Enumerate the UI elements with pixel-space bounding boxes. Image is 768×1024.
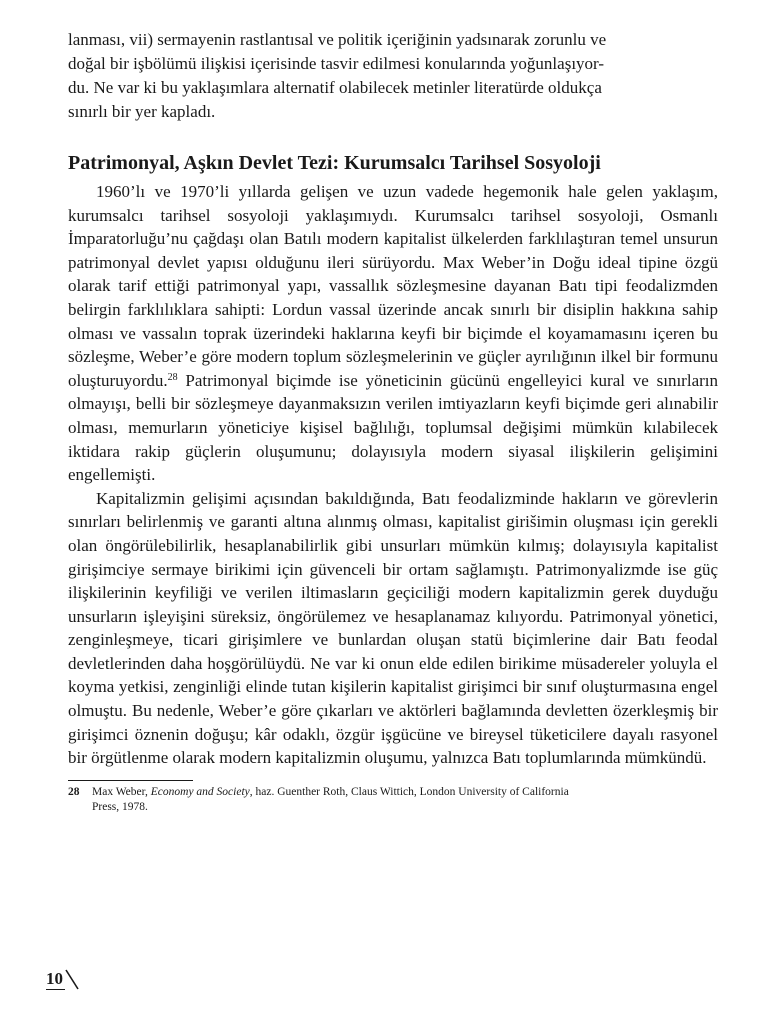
paragraph-text: Patrimonyal biçimde ise yöneticinin gücünü engelleyici kural ve sınırların olmayışı, belli bir sözleşmeye dayanmaksızın verilen imtiyazların keyfi biçimde geri alınabilir olması, memurların yöneticiye kişisel bağlılığı, toplumsal değişimi mümkün kılabilecek iktidara rakip güçlerin oluşumunu; dolayısıyla modern siyasal ilişkilerin gelişimini engellemişti.: [68, 370, 718, 485]
footnote: [68, 785, 718, 815]
intro-line: du. Ne var ki bu yaklaşımlara alternatif olabilecek metinler literatürde oldukça: [68, 78, 602, 97]
paragraph-text: 1960’lı ve 1970’li yıllarda gelişen ve uzun vadede hegemonik hale gelen yaklaşım, kurumsalcı tarihsel sosyoloji yaklaşımıydı. Kurumsalcı tarihsel sosyoloji, Osmanlı İmparatorluğu’nu çağdaşı olan Batılı modern kapitalist ülkelerden farklılaştıran temel unsurun patrimonyal devlet yapısı olduğunu ileri sürüyordu. Max Weber’in Doğu ideal tipine özgü olarak tarif ettiği patrimonyal yapı, vassallık sözleşmesine dayanan Batı tipi feodalizmden belirgin farklılıklara sahipti: Lordun vassal üzerinde ancak sınırlı bir disiplin hakkına sahip olması ve vassalın toprak üzerindeki haklarına keyfi bir biçimde el koyamamasını içeren bu sözleşme, Weber’e göre modern toplum sözleşmelerinin ve güçler ayrılığının ilkel bir formunu oluşturuyordu.: [68, 182, 718, 390]
page-corner-ornament: [65, 968, 79, 990]
page-number-text: 10: [46, 969, 63, 988]
footnote-author: Max Weber,: [92, 785, 148, 798]
page-body: [68, 28, 718, 815]
intro-line: sınırlı bir yer kapladı.: [68, 102, 216, 121]
body-paragraph-2: Kapitalizmin gelişimi açısından bakıldığında, Batı feodalizminde hakların ve görevlerin sınırları belirlenmiş ve garanti altına alınmış olması, kapitalist girišimin oluşması için gerekli olan öngörülebilirlik, hesaplanabilirlik gibi unsurları mümkün kılmış; dolayısıyla kapitalist girişimciye sermaye birikimi için güvenceli bir ortam sağlamıştı. Patrimonyalizmde ise güç ilişkilerinin keyfiliği ve verilen iltimasların geçiciliği modern kapitalizmin gerek duyduğu unsurların işleyişini süreksiz, öngörülemez ve hesaplanamaz kılıyordu. Patrimonyal yönetici, zenginleşmeye, ticari girişimlere ve bunlardan oluşan statü biçimlerine dair Batı feodal devletlerinden daha hoşgörülüydü. Ne var ki onun elde edilen birikime müsadereler yoluyla el koyma yetkisi, zenginliği elinde tutan kişilerin kapitalist girişimci bir sınıf oluşturmasına engel olmuştu. Bu nedenle, Weber’e göre çıkarları ve aktörleri bağlamında devletten özerkleşmiş bir girişimci öznenin doğuşu; kâr odaklı, özgür işgücüne ve bireysel tüketicilere dayalı rasyonel bir örgütlenme olarak modern kapitalizmin oluşumu, yalnızca Batı toplumlarında mümkündü.: [68, 488, 718, 768]
intro-line: doğal bir işbölümü ilişkisi içerisinde tasvir edilmesi konularında yoğunlaşıyor-: [68, 54, 605, 73]
page-number: [46, 968, 79, 990]
footnote-number: 28: [68, 785, 80, 798]
footnote-details-continued: Press, 1978.: [92, 800, 148, 813]
footnote-title: Economy and Society: [150, 785, 250, 798]
intro-paragraph: [68, 28, 718, 124]
footnote-reference[interactable]: 28: [167, 371, 178, 383]
footnote-details: , haz. Guenther Roth, Claus Wittich, London University of California: [249, 785, 569, 798]
body-paragraph-1: [68, 180, 718, 487]
footnote-divider: [68, 780, 193, 781]
intro-line: lanması, vii) sermayenin rastlantısal ve politik içeriğinin yadsınarak zorunlu ve: [68, 30, 607, 49]
section-heading: Patrimonyal, Aşkın Devlet Tezi: Kurumsalcı Tarihsel Sosyoloji: [68, 152, 601, 174]
